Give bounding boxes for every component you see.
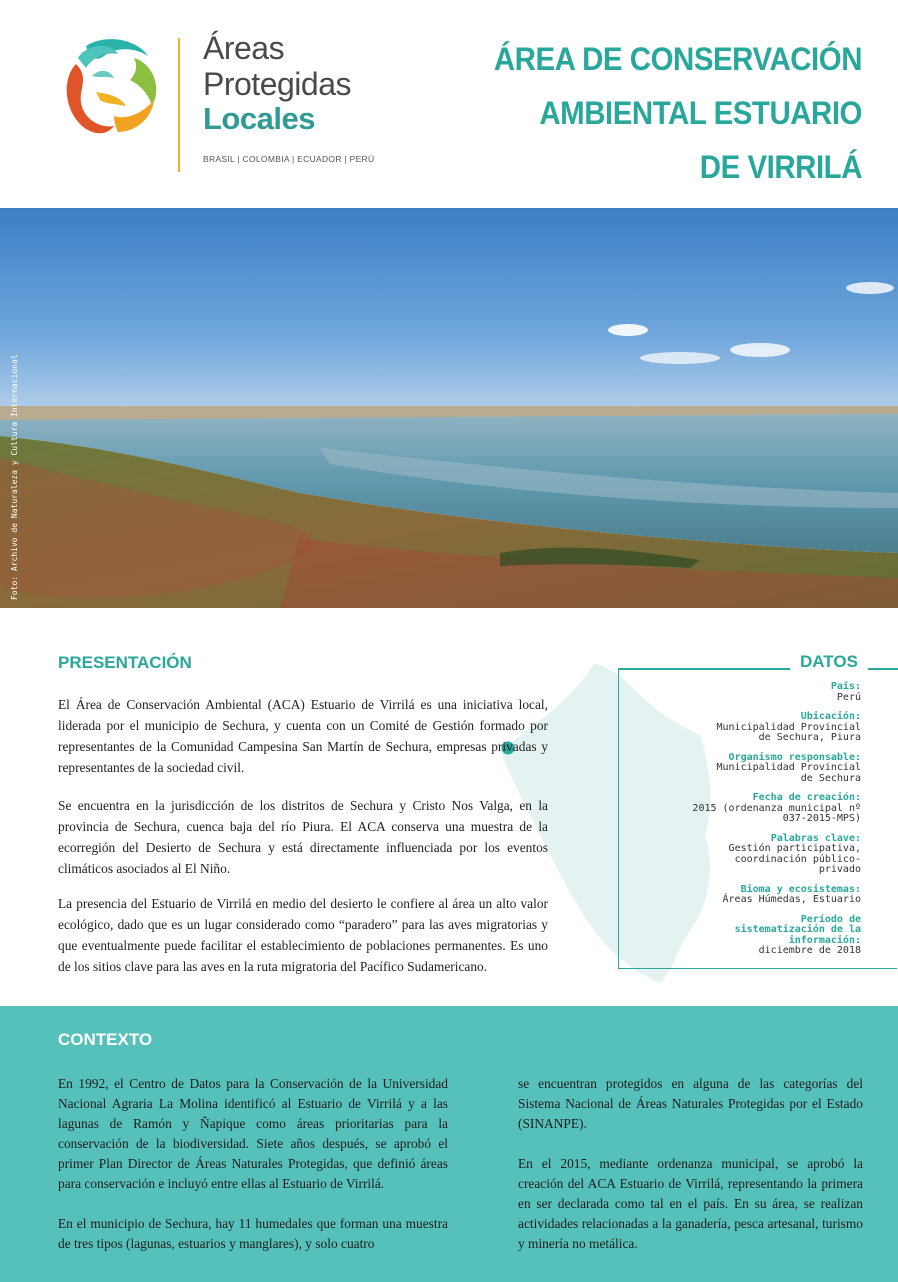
datos-key: Ubicación:: [800, 711, 861, 722]
contexto-paragraph-2: En el municipio de Sechura, hay 11 humedales que forman una muestra de tres tipos (lagunas, estuarios y manglares), y solo cuatro: [58, 1216, 448, 1251]
datos-top-line-right: [868, 668, 898, 670]
contexto-paragraph-1: En 1992, el Centro de Datos para la Conservación de la Universidad Nacional Agraria La Molina identificó al Estuario de Virrilá y a las lagunas de Ramón y Ñapique como áreas prioritarias para la conservación de la biodiversidad. Siete años después, se aprobó el primer Plan Director de Áreas Naturales Protegidas, que definió áreas para conservación e incluyó entre ellas al Estuario de Virrilá.: [58, 1076, 448, 1191]
datos-value: Perú: [836, 691, 861, 703]
datos-item-organismo: [621, 753, 861, 785]
page-title-line-2: AMBIENTAL ESTUARIO: [539, 95, 862, 131]
datos-key: País:: [830, 681, 861, 692]
datos-value: diciembre de 2018: [758, 945, 861, 956]
page-title-line-3: DE VIRRILÁ: [699, 149, 862, 185]
datos-list: [621, 682, 861, 966]
contexto-paragraph-3: se encuentran protegidos en alguna de las categorías del Sistema Nacional de Áreas Naturales Protegidas por el Estado (SINANPE).: [518, 1076, 863, 1131]
page-title-line-1: ÁREA DE CONSERVACIÓN: [493, 41, 862, 77]
presentacion-paragraph-2: Se encuentra en la jurisdicción de los distritos de Sechura y Cristo Nos Valga, en la provincia de Sechura, cuenca baja del río Piura. El ACA conserva una muestra de la ecorregión del Desierto de Sechura y está directamente influenciada por los eventos climáticos asociados al El Niño.: [58, 798, 548, 876]
datos-item-palabras: [621, 834, 861, 876]
datos-key: Palabras clave:: [770, 832, 861, 844]
brand-line-1: Áreas: [203, 30, 285, 66]
page-title: [476, 32, 862, 194]
estuary-photo: [0, 208, 898, 608]
brand-wordmark: [203, 30, 374, 164]
datos-title: DATOS: [800, 652, 858, 671]
estuary-landscape-image: [0, 208, 898, 608]
datos-item-fecha: [621, 793, 861, 825]
contexto-paragraph-4: En el 2015, mediante ordenanza municipal, se aprobó la creación del ACA Estuario de Virrilá, representando la primera en ser declarada como tal en el país. En su área, se realizan actividades relacionadas a la ganadería, pesca artesanal, turismo y minería no metálica.: [518, 1156, 863, 1251]
datos-item-pais: [621, 682, 861, 703]
brand-line-2: Protegidas: [203, 66, 351, 102]
contexto-section: [0, 1006, 898, 1282]
photo-credit: Foto: Archivo de Naturaleza y Cultura Internacional: [10, 354, 19, 600]
datos-value: 2015 (ordenanza municipal nº 037-2015-MPS): [692, 802, 861, 824]
datos-key: Período de sistematización de la información:: [734, 913, 861, 946]
datos-value: Gestión participativa, coordinación público-privado: [728, 843, 861, 875]
presentacion-paragraph-1: El Área de Conservación Ambiental (ACA) Estuario de Virrilá es una iniciativa local, liderada por el municipio de Sechura, y cuenta con un Comité de Gestión formado por representantes de la Comunidad Campesina San Martín de Sechura, empresas privadas y representantes de la sociedad civil.: [58, 697, 548, 775]
logo-divider: [178, 38, 180, 172]
datos-item-bioma: [621, 885, 861, 906]
datos-key: Fecha de creación:: [752, 792, 861, 803]
datos-top-line-left: [618, 668, 790, 670]
datos-key: Bioma y ecosistemas:: [740, 883, 861, 895]
presentacion-title: PRESENTACIÓN: [58, 653, 192, 672]
areas-protegidas-logo-icon: [56, 34, 164, 142]
datos-item-periodo: [621, 915, 861, 957]
header: [0, 0, 898, 208]
brand-line-3: Locales: [203, 101, 315, 136]
datos-value: Municipalidad Provincial de Sechura: [716, 762, 861, 784]
datos-value: Municipalidad Provincial de Sechura, Piura: [716, 721, 861, 743]
contexto-title: CONTEXTO: [58, 1030, 153, 1049]
presentacion-paragraph-3: La presencia del Estuario de Virrilá en medio del desierto le confiere al área un alto valor ecológico, dado que es un lugar considerado como “paradero” para las aves migratorias y que eventualmente puede facilitar el establecimiento de poblaciones permanentes. Es uno de los sitios clave para las aves en la ruta migratoria del Pacífico Sudamericano.: [58, 896, 548, 974]
datos-item-ubicacion: [621, 712, 861, 744]
datos-value: Áreas Húmedas, Estuario: [722, 894, 861, 905]
brand-countries: BRASIL | COLOMBIA | ECUADOR | PERÚ: [203, 154, 375, 164]
datos-key: Organismo responsable:: [728, 751, 861, 763]
